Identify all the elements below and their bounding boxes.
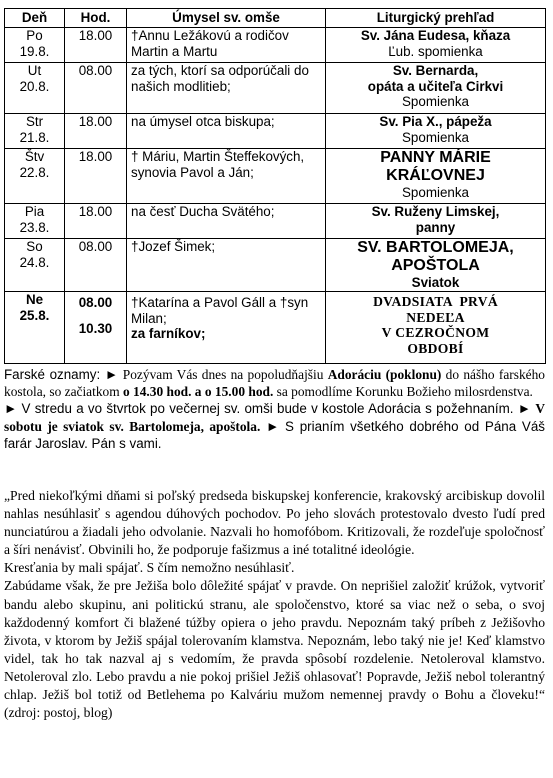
hour-cell [65,292,127,364]
day-name: Ut [27,63,42,78]
mass-time: 18.00 [78,204,113,219]
day-cell [5,28,65,63]
day-cell [5,63,65,114]
feast-name: Sv. Ruženy Limskej, [371,204,500,219]
announcement-emphasis: Adoráciu (poklonu) [327,367,442,382]
mass-time: 08.00 [78,295,113,310]
mass-time: 18.00 [78,28,113,43]
intent-cell: † Máriu, Martin Šteffekových, synovia Pavol a Ján; [127,149,326,204]
feast-rank: Spomienka [402,94,469,109]
mass-schedule-table [4,8,546,364]
announcement-label: Farské oznamy: ► [4,367,123,382]
feast-name: Sv. Bernarda, [392,63,479,78]
intent-cell: za tých, ktorí sa odporúčali do našich modlitieb; [127,63,326,114]
article-paragraph: „Pred niekoľkými dňami si poľský predseda biskupskej konferencie, krakovský arcibiskup dovolil nahlas nesúhlasiť s agendou dúhových pochodov. Po jeho slovách protestovalo dvesto ľudí pred nunciatúrou a žiadali jeho odvolanie. Nazvali ho homofóbom. Kritizovali, že rozdeľuje spoločnosť a šíri nenávisť. Obvinili ho, že podporuje fašizmus a iné totalitné ideológie. [4,488,545,558]
announcement-text: Pozývam Vás dnes na popoludňajšiu [122,367,328,382]
announcement-text: ► S prianím všetkého dobrého od Pána Váš farár Jaroslav. Pán s vami. [4,418,545,451]
day-date: 20.8. [19,78,50,94]
article-paragraph: Zabúdame však, že pre Ježiša bolo dôležité spájať v pravde. On neprišiel založiť krúžok, vytvoriť bandu alebo skupinu, ani politickú stranu, ale spoločenstvo, ktoré sa viac než o seba, o svoj každodenný komfort či blažené túžby opiera o jeho pravdu. Nepoznám taký príbeh z Ježišovho života, v ktorom by Ježiš spájal tolerovaním klamstva. Nepoznám, lebo taký nie je! Keď klamstvo videl, tak ho tak nazval aj s vedomím, že pravda spôsobí rozdelenie. Netoleroval klamstvo. Netoleroval zlo. Lebo pravdu a nie pokoj prišiel Ježiš ohlasovať! Popravde, Ježiš nebol tolerantný chlap. Ježiš bol totiž od Betlehema po Kalváriu mužom nemennej pravdy o Bohu a človeku!“ (zdroj: postoj, blog) [4,578,545,721]
liturgy-cell [326,292,546,364]
table-row [5,149,546,204]
intent-cell [127,292,326,364]
day-date: 24.8. [19,254,50,270]
day-name: Ne [25,292,44,307]
announcement-paragraph [4,366,545,400]
mass-time: 18.00 [78,149,113,164]
mass-time: 10.30 [78,320,113,336]
day-cell [5,239,65,292]
feast-name: opáta a učiteľa Cirkvi [367,78,504,94]
day-date: 21.8. [19,129,50,145]
article-paragraph: Kresťania by mali spájať. S čím nemožno nesúhlasiť. [4,560,295,576]
intent-text: za farníkov; [131,326,206,341]
hour-cell [65,63,127,114]
hour-cell [65,28,127,63]
feast-name: DVADSIATA PRVÁ [373,294,498,309]
feast-name: KRÁĽOVNEJ [386,167,485,184]
hour-cell [65,149,127,204]
announcement-emphasis: o 14.30 hod. a o 15.00 hod. [123,384,274,400]
day-name: Štv [24,149,45,164]
hour-cell [65,114,127,149]
quoted-article [4,487,545,722]
liturgy-cell [326,63,546,114]
header-day: Deň [5,9,65,28]
feast-name: Sv. Jána Eudesa, kňaza [360,28,511,43]
feast-rank: Spomienka [402,129,469,145]
header-hour: Hod. [65,9,127,28]
mass-time: 08.00 [78,239,113,254]
announcement-emphasis: V sobotu je sviatok sv. Bartolomeja, apoštola. [4,401,545,434]
feast-name: V CEZROČNOM [381,325,490,340]
feast-rank: Ľub. spomienka [388,43,483,59]
day-date: 23.8. [19,219,50,235]
mass-time: 18.00 [78,114,113,129]
table-row [5,204,546,239]
intent-cell: na česť Ducha Svätého; [127,204,326,239]
day-cell [5,114,65,149]
feast-name: panny [415,219,456,235]
liturgy-cell [326,239,546,292]
day-cell [5,292,65,364]
day-name: Str [25,114,44,129]
feast-rank: Spomienka [402,185,469,200]
intent-cell: †Annu Ležákovú a rodičov Martin a Martu [127,28,326,63]
mass-time: 08.00 [78,63,113,78]
feast-name: NEDEĽA [406,309,465,325]
feast-name: OBDOBÍ [407,340,464,356]
announcement-text: do nášho farského kostola, so začiatkom [4,367,545,400]
feast-name: SV. BARTOLOMEJA, [357,239,514,256]
feast-rank: Sviatok [411,275,460,290]
header-intent: Úmysel sv. omše [127,9,326,28]
intent-cell: na úmysel otca biskupa; [127,114,326,149]
table-row [5,114,546,149]
day-name: Po [26,28,43,43]
table-row [5,28,546,63]
intent-text: †Katarína a Pavol Gáll a †syn Milan; [131,295,309,326]
day-cell [5,204,65,239]
liturgy-cell [326,149,546,204]
liturgy-cell [326,28,546,63]
announcement-text: ► V stredu a vo štvrtok po večernej sv. omši bude v kostole Adorácia s požehnaním. ► [4,401,536,417]
liturgy-cell [326,204,546,239]
day-date: 19.8. [19,43,50,59]
feast-name: PANNY MÁRIE [380,149,491,166]
header-liturgy: Liturgický prehľad [326,9,546,28]
day-name: So [26,239,43,254]
table-row [5,63,546,114]
day-date: 22.8. [19,164,50,180]
feast-name: APOŠTOLA [391,257,480,274]
day-name: Pia [24,204,45,219]
table-header-row [5,9,546,28]
table-row [5,239,546,292]
announcement-paragraph [4,400,545,452]
announcement-text: sa pomodlíme Korunku Božieho milosrdenstva. [273,384,533,400]
parish-announcements [4,366,545,452]
table-row [5,292,546,364]
day-cell [5,149,65,204]
hour-cell [65,204,127,239]
feast-name: Sv. Pia X., pápeža [379,114,492,129]
intent-cell: †Jozef Šimek; [127,239,326,292]
day-date: 25.8. [19,307,50,323]
hour-cell [65,239,127,292]
liturgy-cell [326,114,546,149]
